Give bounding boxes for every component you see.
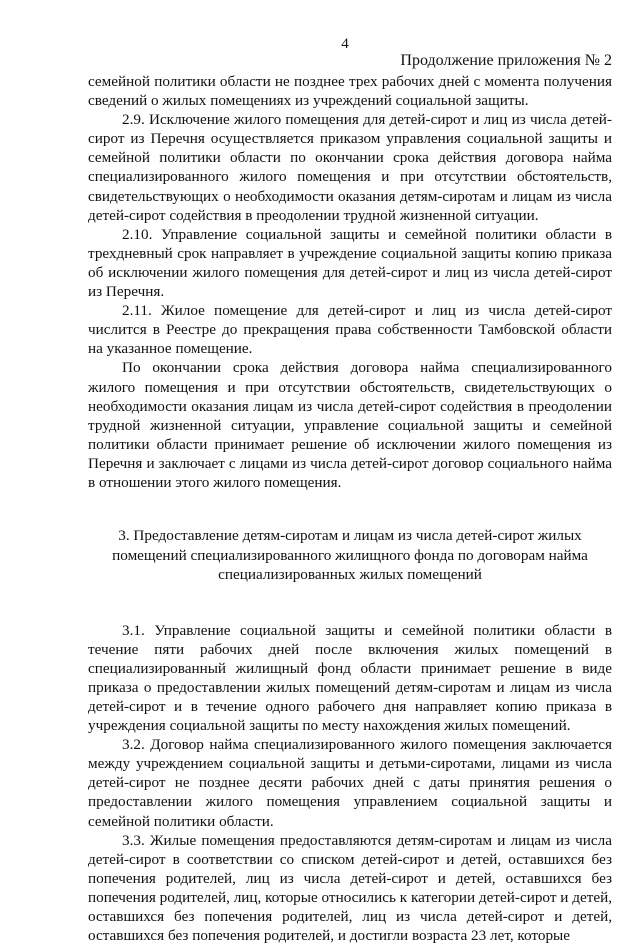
document-body: [88, 72, 612, 945]
paragraph-3-3: 3.3. Жилые помещения предоставляются детям-сиротам и лицам из числа детей-сирот в соответствии со списком детей-сирот и детей, оставшихся без попечения родителей, лиц из числа детей-сирот и детей, оставшихся без попечения родителей, лиц, которые относились к категории детей-сирот и детей, оставшихся без попечения родителей, лиц из числа детей-сирот и детей, оставшихся без попечения родителей, и достигли возраста 23 лет, которые: [88, 831, 612, 945]
paragraph-2-10: 2.10. Управление социальной защиты и семейной политики области в трехдневный срок направляет в учреждение социальной защиты копию приказа об исключении жилого помещения для детей-сирот и лиц из числа детей-сирот из Перечня.: [88, 225, 612, 301]
paragraph-3-2: 3.2. Договор найма специализированного жилого помещения заключается между учреждением социальной защиты и детьми-сиротами, лицами из числа детей-сирот не позднее десяти рабочих дней с даты принятия решения о предоставлении жилого помещения управлением социальной защиты и семейной политики области.: [88, 736, 612, 830]
continuation-note: Продолжение приложения № 2: [400, 52, 612, 69]
paragraph-2-9: 2.9. Исключение жилого помещения для детей-сирот и лиц из числа детей-сирот из Перечня осуществляется приказом управления социальной защиты и семейной политики области по окончании срока действия договора найма специализированного жилого помещения и при отсутствии обстоятельств, свидетельствующих о необходимости оказания детям-сиротам и лицам из числа детей-сирот содействия в преодолении трудной жизненной ситуации.: [88, 111, 612, 224]
paragraph-after-term: По окончании срока действия договора найма специализированного жилого помещения и при отсутствии обстоятельств, свидетельствующих о необходимости оказания лицам из числа детей-сирот содействия в преодолении трудной жизненной ситуации, управление социальной защиты и семейной политики области принимает решение об исключении жилого помещения из Перечня и заключает с лицами из числа детей-сирот договор социального найма в отношении этого жилого помещения.: [88, 359, 612, 491]
page-number: 4: [341, 36, 349, 52]
paragraph-3-1: 3.1. Управление социальной защиты и семейной политики области в течение пяти рабочих дней после включения жилых помещений в специализированный жилищный фонд области принимает решение в виде приказа о предоставлении жилых помещений детям-сиротам и лицам из числа детей-сирот и в течение одного рабочего дня направляет копию приказа в учреждения социальной защиты по месту нахождения жилых помещений.: [88, 621, 612, 735]
paragraph-2-11: 2.11. Жилое помещение для детей-сирот и лиц из числа детей-сирот числится в Реестре до прекращения права собственности Тамбовской области на указанное помещение.: [88, 302, 612, 358]
paragraph-continuation: семейной политики области не позднее трех рабочих дней с момента получения сведений о жилых помещениях из учреждений социальной защиты.: [88, 73, 612, 110]
section-3-title: 3. Предоставление детям-сиротам и лицам из числа детей-сирот жилых помещений специализированного жилищного фонда по договорам найма специализированных жилых помещений: [112, 527, 588, 584]
